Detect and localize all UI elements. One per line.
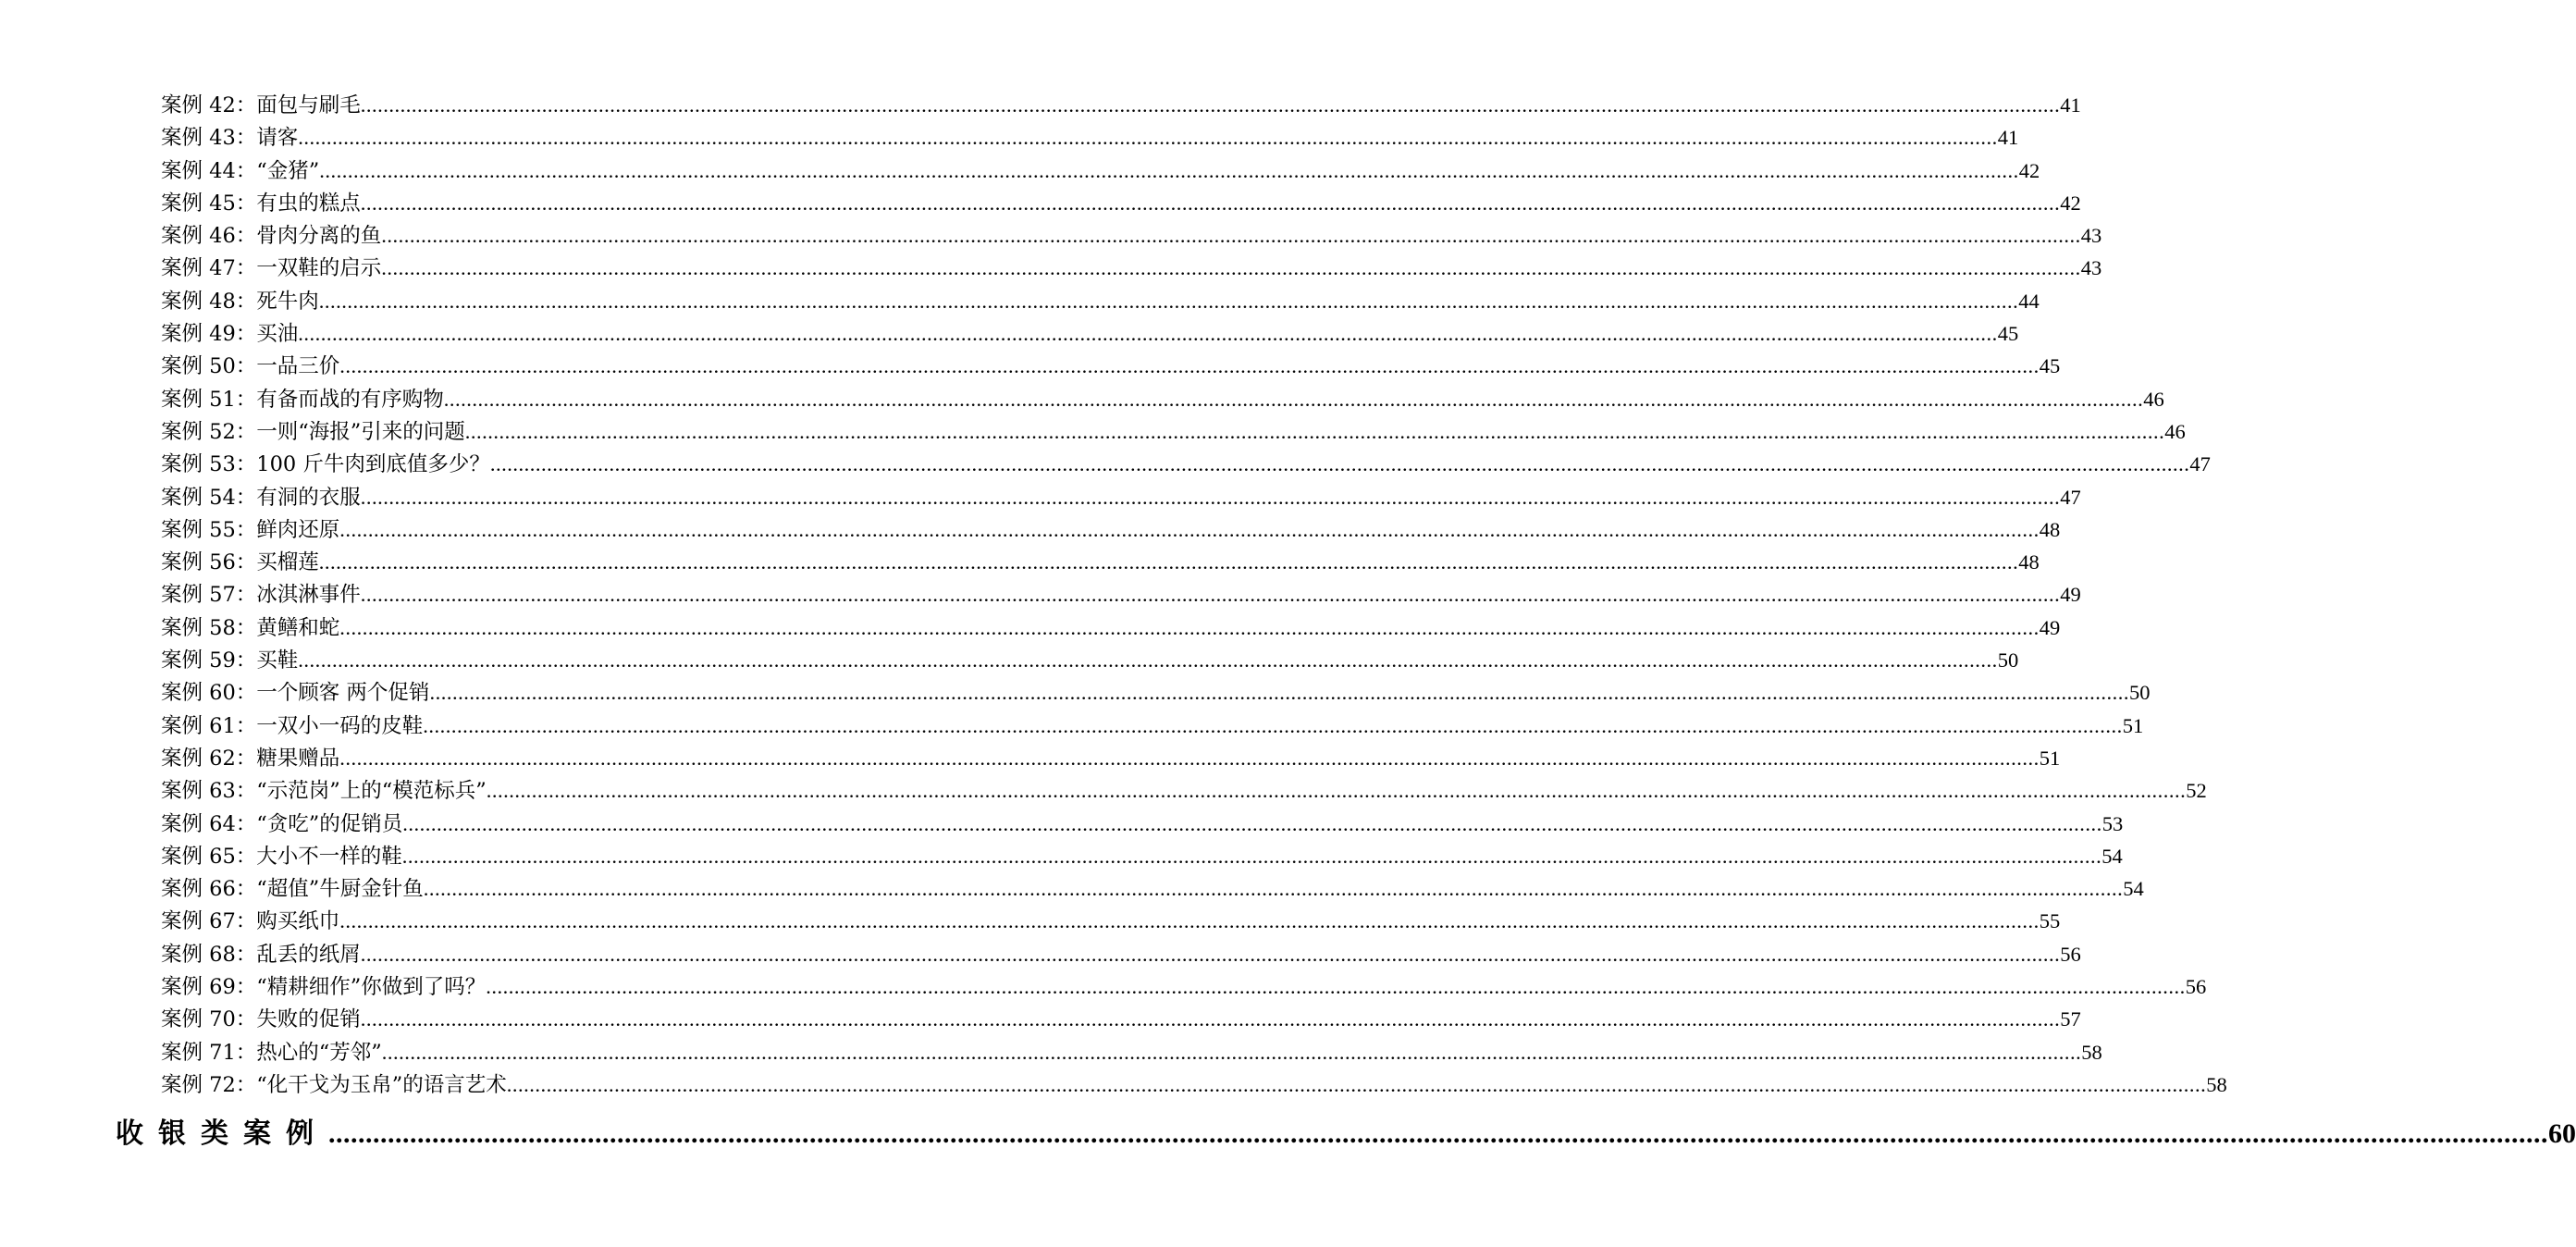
toc-entry-title: 案例 67：购买纸巾	[161, 909, 340, 934]
toc-leader-dots: ............................................................................................................................................................................................................................................................................................................	[298, 648, 1998, 673]
toc-entry[interactable]	[161, 252, 2102, 284]
toc-entry-page-number: 54	[2101, 844, 2123, 868]
toc-entry[interactable]	[161, 905, 2061, 937]
toc-entry[interactable]	[161, 578, 2081, 611]
toc-entry-page-number: 44	[2018, 289, 2040, 313]
toc-leader-dots: ............................................................................................................................................................................................................................................................................................................	[381, 256, 2081, 280]
toc-entry-list	[161, 89, 2227, 1101]
toc-entry-page-number: 42	[2018, 158, 2040, 182]
section-leader-dots: ............................................................................................................................................................................................................................................................................................................	[328, 1118, 2548, 1149]
toc-entry[interactable]	[161, 1068, 2227, 1101]
toc-entry[interactable]	[161, 742, 2061, 774]
toc-entry-title: 案例 42：面包与刷毛	[161, 93, 361, 117]
toc-entry-title: 案例 49：买油	[161, 322, 299, 347]
toc-entry-title: 案例 58：黄鳝和蛇	[161, 615, 340, 640]
toc-entry-title: 案例 45：有虫的糕点	[161, 191, 361, 216]
toc-entry-title: 案例 65：大小不一样的鞋	[161, 844, 402, 869]
toc-entry-title: 案例 54：有洞的衣服	[161, 485, 361, 510]
toc-entry-page-number: 50	[2128, 681, 2151, 705]
toc-entry-page-number: 46	[2164, 419, 2186, 443]
toc-entry-page-number: 43	[2080, 224, 2102, 248]
toc-entry-title: 案例 50：一品三价	[161, 354, 340, 379]
toc-entry[interactable]	[161, 938, 2081, 970]
toc-entry-page-number: 57	[2060, 1007, 2081, 1031]
toc-leader-dots: ............................................................................................................................................................................................................................................................................................................	[298, 126, 1998, 150]
toc-entry-page-number: 56	[2060, 942, 2081, 966]
toc-entry[interactable]	[161, 415, 2186, 448]
toc-entry-title: 案例 48：死牛肉	[161, 289, 319, 314]
toc-entry[interactable]	[161, 317, 2019, 350]
toc-leader-dots: ............................................................................................................................................................................................................................................................................................................	[298, 322, 1998, 346]
toc-entry[interactable]	[161, 481, 2081, 513]
toc-entry[interactable]	[161, 1036, 2102, 1068]
toc-entry-title: 案例 56：买榴莲	[161, 550, 319, 575]
section-page-number: 60	[2548, 1118, 2576, 1149]
toc-leader-dots: ............................................................................................................................................................................................................................................................................................................	[423, 877, 2124, 901]
toc-entry-page-number: 42	[2060, 191, 2081, 215]
toc-entry-title: 案例 52：一则“海报”引来的问题	[161, 419, 465, 444]
toc-entry-title: 案例 55：鲜肉还原	[161, 517, 340, 542]
toc-leader-dots: ............................................................................................................................................................................................................................................................................................................	[443, 387, 2144, 411]
toc-entry-title: 案例 69：“精耕细作”你做到了吗？	[161, 975, 487, 1000]
toc-leader-dots: ............................................................................................................................................................................................................................................................................................................	[319, 158, 2019, 182]
toc-entry[interactable]	[161, 644, 2019, 676]
toc-entry-page-number: 50	[1997, 648, 2019, 673]
toc-entry[interactable]	[161, 285, 2040, 317]
toc-leader-dots: ............................................................................................................................................................................................................................................................................................................	[339, 746, 2040, 770]
toc-leader-dots: ............................................................................................................................................................................................................................................................................................................	[318, 550, 2019, 574]
toc-entry[interactable]	[161, 219, 2102, 252]
section-title: 收银类案例	[116, 1117, 328, 1150]
toc-leader-dots: ............................................................................................................................................................................................................................................................................................................	[401, 844, 2102, 868]
toc-entry-page-number: 41	[1997, 126, 2019, 150]
toc-leader-dots: ............................................................................................................................................................................................................................................................................................................	[423, 713, 2123, 737]
toc-entry-page-number: 48	[2039, 517, 2061, 541]
toc-entry-title: 案例 68：乱丢的纸屑	[161, 942, 361, 967]
toc-entry-title: 案例 72：“化干戈为玉帛”的语言艺术	[161, 1072, 507, 1097]
toc-entry[interactable]	[161, 121, 2019, 154]
toc-entry[interactable]	[161, 154, 2040, 187]
toc-entry-page-number: 58	[2206, 1072, 2227, 1096]
toc-leader-dots: ............................................................................................................................................................................................................................................................................................................	[486, 779, 2187, 803]
toc-entry-title: 案例 71：热心的“芳邻”	[161, 1040, 382, 1065]
toc-entry-title: 案例 70：失败的促销	[161, 1007, 361, 1032]
toc-entry[interactable]	[161, 513, 2061, 546]
toc-leader-dots: ............................................................................................................................................................................................................................................................................................................	[429, 681, 2129, 705]
toc-entry-title: 案例 57：冰淇淋事件	[161, 583, 361, 608]
toc-entry-page-number: 58	[2081, 1040, 2102, 1064]
toc-entry-title: 案例 43：请客	[161, 126, 299, 151]
toc-entry-page-number: 53	[2101, 811, 2124, 835]
toc-entry-title: 案例 44：“金猪”	[161, 158, 320, 183]
toc-leader-dots: ............................................................................................................................................................................................................................................................................................................	[339, 615, 2040, 639]
toc-entry-page-number: 51	[2039, 746, 2061, 770]
toc-leader-dots: ............................................................................................................................................................................................................................................................................................................	[381, 1040, 2082, 1064]
toc-entry-page-number: 51	[2122, 713, 2144, 737]
toc-entry[interactable]	[161, 808, 2124, 840]
toc-leader-dots: ............................................................................................................................................................................................................................................................................................................	[360, 191, 2061, 215]
toc-entry[interactable]	[161, 448, 2211, 480]
toc-entry-page-number: 41	[2060, 93, 2081, 117]
toc-leader-dots: ............................................................................................................................................................................................................................................................................................................	[464, 419, 2165, 443]
toc-leader-dots: ............................................................................................................................................................................................................................................................................................................	[339, 517, 2040, 541]
toc-entry-title: 案例 60：一个顾客 两个促销	[161, 681, 430, 706]
toc-leader-dots: ............................................................................................................................................................................................................................................................................................................	[486, 975, 2186, 999]
toc-entry[interactable]	[161, 383, 2164, 415]
toc-entry-page-number: 49	[2039, 615, 2061, 639]
toc-entry[interactable]	[161, 350, 2061, 382]
toc-leader-dots: ............................................................................................................................................................................................................................................................................................................	[360, 583, 2061, 607]
toc-entry-page-number: 45	[1997, 322, 2019, 346]
toc-leader-dots: ............................................................................................................................................................................................................................................................................................................	[506, 1072, 2207, 1096]
toc-entry-page-number: 55	[2039, 909, 2061, 933]
toc-entry[interactable]	[161, 710, 2144, 742]
toc-entry-page-number: 46	[2143, 387, 2164, 411]
toc-entry[interactable]	[161, 546, 2040, 578]
toc-leader-dots: ............................................................................................................................................................................................................................................................................................................	[360, 1007, 2061, 1031]
toc-entry-page-number: 49	[2060, 583, 2081, 607]
toc-entry-page-number: 54	[2123, 877, 2144, 901]
toc-entry-title: 案例 62：糖果赠品	[161, 746, 340, 771]
toc-leader-dots: ............................................................................................................................................................................................................................................................................................................	[360, 485, 2061, 509]
toc-leader-dots: ............................................................................................................................................................................................................................................................................................................	[402, 811, 2102, 835]
toc-leader-dots: ............................................................................................................................................................................................................................................................................................................	[339, 354, 2040, 378]
toc-entry[interactable]	[161, 676, 2151, 709]
toc-entry-page-number: 43	[2080, 256, 2102, 280]
toc-leader-dots: ............................................................................................................................................................................................................................................................................................................	[360, 93, 2061, 117]
toc-entry[interactable]	[161, 872, 2144, 905]
toc-entry-title: 案例 47：一双鞋的启示	[161, 256, 382, 281]
toc-entry-title: 案例 51：有备而战的有序购物	[161, 387, 444, 412]
toc-entry-title: 案例 63：“示范岗”上的“模范标兵”	[161, 779, 487, 804]
toc-leader-dots: ............................................................................................................................................................................................................................................................................................................	[381, 224, 2081, 248]
toc-entry[interactable]	[161, 840, 2123, 872]
toc-entry[interactable]	[161, 1003, 2081, 1035]
toc-entry[interactable]	[161, 611, 2061, 644]
toc-entry-title: 案例 66：“超值”牛厨金针鱼	[161, 877, 424, 902]
toc-leader-dots: ............................................................................................................................................................................................................................................................................................................	[318, 289, 2019, 313]
toc-entry-page-number: 47	[2189, 452, 2211, 476]
toc-entry[interactable]	[161, 187, 2081, 219]
toc-leader-dots: ............................................................................................................................................................................................................................................................................................................	[360, 942, 2061, 966]
toc-leader-dots: ............................................................................................................................................................................................................................................................................................................	[339, 909, 2040, 933]
toc-section-heading[interactable]	[116, 1114, 2576, 1154]
toc-entry-title: 案例 53：100 斤牛肉到底值多少？	[161, 452, 490, 477]
toc-entry-title: 案例 64：“贪吃”的促销员	[161, 811, 403, 836]
toc-entry-title: 案例 61：一双小一码的皮鞋	[161, 713, 424, 738]
toc-leader-dots: ............................................................................................................................................................................................................................................................................................................	[489, 452, 2190, 476]
toc-entry-page-number: 56	[2185, 975, 2207, 999]
toc-entry-page-number: 45	[2039, 354, 2061, 378]
toc-entry[interactable]	[161, 774, 2207, 807]
toc-entry-title: 案例 46：骨肉分离的鱼	[161, 224, 382, 249]
toc-entry-page-number: 52	[2186, 779, 2207, 803]
table-of-contents	[161, 89, 2227, 1101]
toc-entry[interactable]	[161, 970, 2207, 1003]
toc-entry-title: 案例 59：买鞋	[161, 648, 299, 673]
toc-entry-page-number: 48	[2018, 550, 2040, 574]
toc-entry-page-number: 47	[2060, 485, 2081, 509]
toc-entry[interactable]	[161, 89, 2081, 121]
